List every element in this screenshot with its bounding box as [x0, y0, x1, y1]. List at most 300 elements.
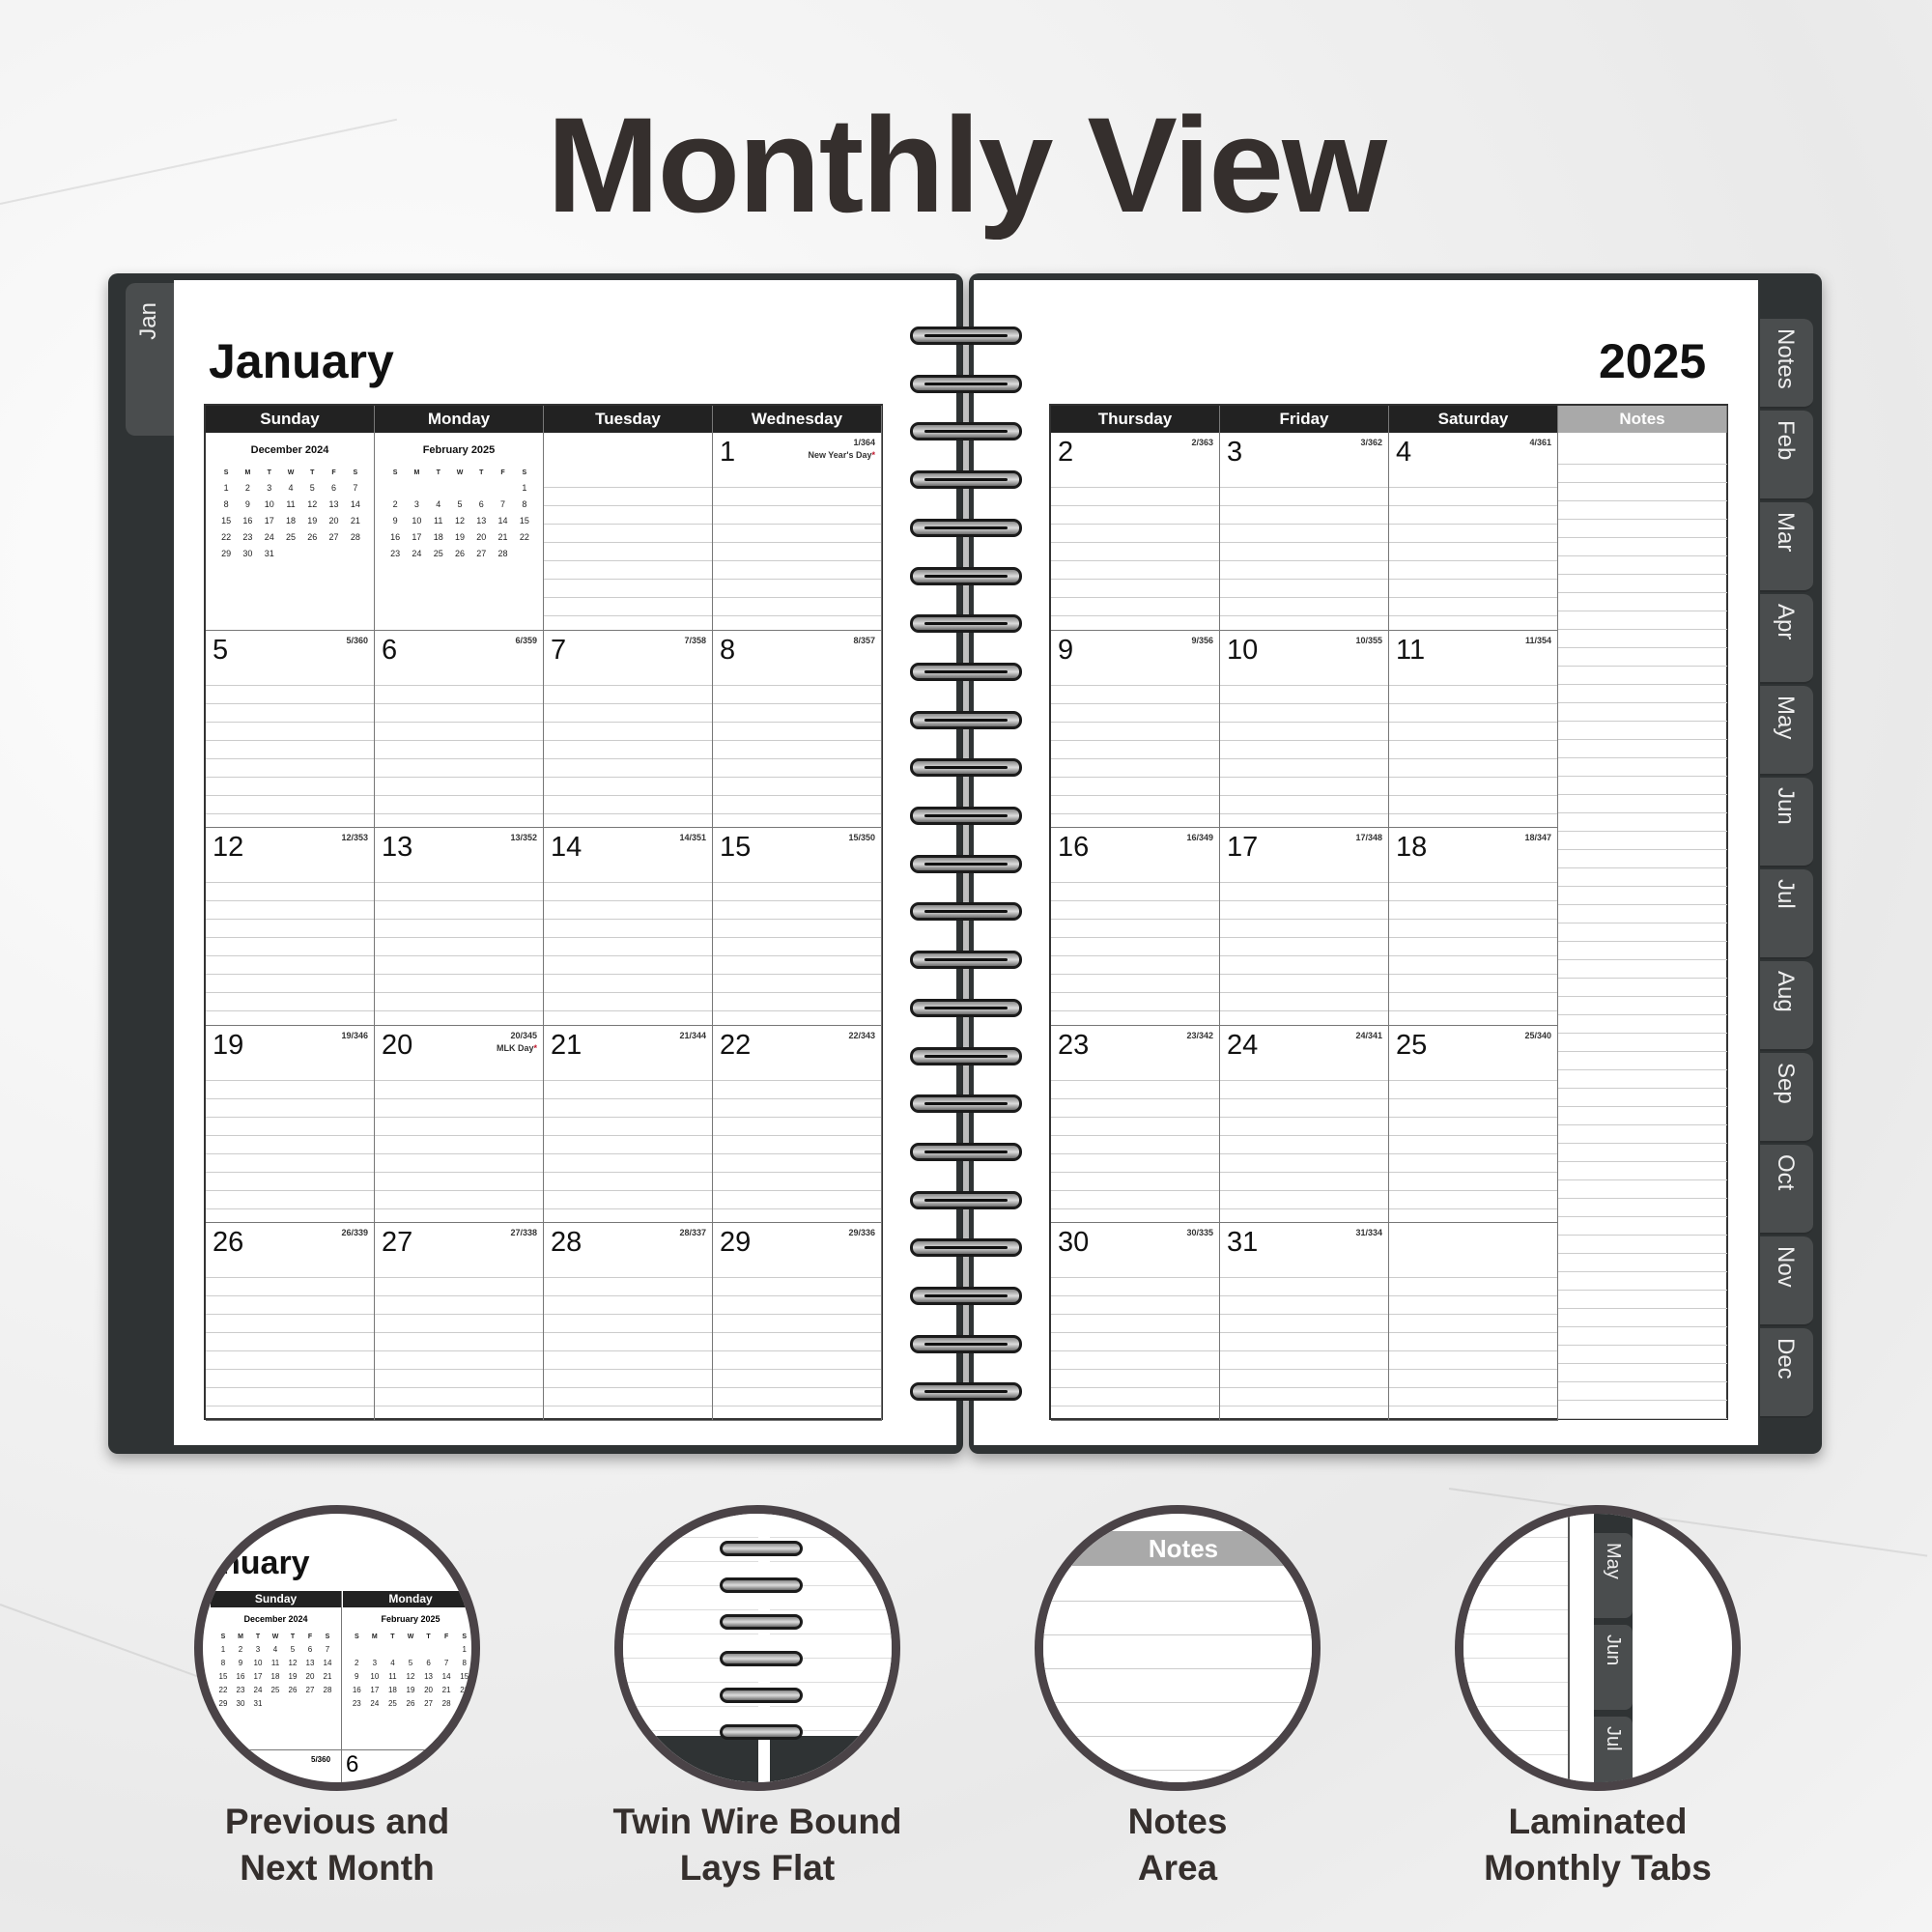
mini-day: 26	[454, 549, 465, 558]
mini-day: 22	[519, 532, 529, 542]
mini-day: 14	[323, 1659, 332, 1667]
tab-label: Jun	[1773, 787, 1799, 825]
holiday-label	[808, 450, 875, 460]
mini-day: 22	[460, 1686, 469, 1694]
mini-weekday: S	[223, 469, 229, 476]
notes-area[interactable]	[1558, 433, 1727, 1421]
zoom-day-header-monday: Monday	[343, 1591, 478, 1607]
wire-ring	[910, 1094, 1022, 1113]
mini-day: 3	[267, 483, 272, 493]
day-number: 1	[720, 437, 736, 468]
month-tab-jan[interactable]	[126, 283, 176, 436]
mini-weekday: T	[436, 469, 440, 476]
mini-day: 3	[413, 499, 419, 509]
mini-day	[284, 1699, 301, 1708]
mini-weekday: W	[271, 1634, 279, 1640]
mini-day: 21	[350, 516, 360, 526]
feature-circle-twin-wire	[614, 1505, 900, 1791]
tab-label: Aug	[1773, 971, 1799, 1012]
feature-label-twin-wire	[554, 1799, 960, 1891]
day-number: 5	[213, 634, 229, 666]
day-count: 29/336	[848, 1228, 875, 1237]
day-number: 7	[551, 634, 567, 666]
wire-ring	[910, 902, 1022, 921]
day-number: 3	[1227, 437, 1243, 468]
mini-day: 16	[242, 516, 253, 526]
mini-day: 24	[253, 1686, 263, 1694]
mini-day: 4	[436, 499, 441, 509]
month-tab-apr[interactable]	[1760, 594, 1813, 684]
wire-ring	[720, 1541, 803, 1556]
day-cell[interactable]	[544, 828, 713, 1026]
mini-day	[384, 483, 406, 493]
mini-day	[514, 549, 535, 558]
day-number: 23	[1058, 1029, 1090, 1061]
day-cell[interactable]	[375, 828, 544, 1026]
mini-day: 9	[392, 516, 398, 526]
mini-day: 22	[218, 1686, 228, 1694]
day-count: 8/357	[853, 635, 875, 645]
mini-calendar-grid	[384, 469, 535, 558]
tab-label: Dec	[1773, 1338, 1799, 1379]
mini-day: 2	[392, 499, 398, 509]
day-cell[interactable]	[1051, 828, 1220, 1026]
mini-day	[419, 1645, 438, 1654]
day-count: 1/364	[853, 438, 875, 447]
mini-day: 12	[406, 1672, 415, 1681]
day-number: 6	[382, 634, 398, 666]
mini-weekday: S	[392, 469, 398, 476]
day-cell[interactable]	[544, 433, 713, 631]
mini-day: 18	[387, 1686, 397, 1694]
mini-day: 14	[350, 499, 360, 509]
day-cell[interactable]	[375, 1223, 544, 1421]
mini-day: 30	[236, 1699, 245, 1708]
day-number: 19	[213, 1029, 244, 1061]
day-number: 15	[720, 832, 752, 863]
day-cell[interactable]	[1389, 828, 1558, 1026]
feature-circle-notes	[1035, 1505, 1321, 1791]
holiday-mark: *	[871, 450, 875, 460]
wire-ring	[910, 1191, 1022, 1209]
mini-day: 16	[236, 1672, 245, 1681]
day-number: 30	[1058, 1227, 1090, 1258]
mini-day: 6	[426, 1659, 431, 1667]
day-count: 19/346	[341, 1030, 368, 1040]
mini-day: 23	[242, 532, 253, 542]
wire-ring	[910, 999, 1022, 1017]
day-count: 14/351	[679, 833, 706, 842]
day-count: 11/354	[1524, 635, 1551, 645]
feature-label-prev-next-month	[134, 1799, 540, 1891]
tab-label: Jul	[1773, 879, 1799, 909]
day-cell[interactable]	[1389, 1223, 1558, 1421]
day-cell[interactable]	[375, 1026, 544, 1224]
mini-weekday: F	[331, 469, 336, 476]
feature-label-line: Twin Wire Bound	[612, 1802, 902, 1841]
mini-day: 28	[350, 532, 360, 542]
tab-label: May	[1773, 696, 1799, 740]
holiday-name: MLK Day	[496, 1042, 534, 1053]
day-header-thursday: Thursday	[1051, 406, 1220, 433]
mini-day: 10	[264, 499, 274, 509]
mini-day: 23	[236, 1686, 245, 1694]
mini-day	[348, 1645, 366, 1654]
zoom-note-lines	[1043, 1568, 1321, 1791]
day-count: 20/345	[510, 1030, 537, 1040]
zoom-notes-header: Notes	[1072, 1531, 1294, 1566]
day-cell[interactable]	[1220, 828, 1389, 1026]
tab-label: Feb	[1773, 420, 1799, 461]
day-cell[interactable]	[1389, 1026, 1558, 1224]
mini-day: 28	[497, 549, 508, 558]
zoom-divider	[203, 1749, 471, 1750]
feature-circle-prev-next-month	[194, 1505, 480, 1791]
mini-weekday: S	[522, 469, 527, 476]
mini-day: 15	[218, 1672, 228, 1681]
feature-label-line: Next Month	[240, 1848, 435, 1888]
zoom-mini-calendar	[348, 1634, 473, 1708]
mini-day: 10	[253, 1659, 263, 1667]
mini-weekday: T	[426, 1634, 431, 1640]
day-count: 5/360	[346, 635, 368, 645]
zoom-divider	[341, 1591, 342, 1784]
month-tab-aug[interactable]	[1760, 961, 1813, 1051]
month-tab-notes[interactable]	[1760, 319, 1813, 409]
day-cell[interactable]	[206, 1223, 375, 1421]
mini-day: 26	[307, 532, 318, 542]
mini-day: 29	[218, 1699, 228, 1708]
day-cell[interactable]	[1220, 1026, 1389, 1224]
day-count: 6/359	[515, 635, 537, 645]
mini-day: 11	[270, 1659, 280, 1667]
month-tab-nov[interactable]	[1760, 1236, 1813, 1326]
day-cell[interactable]	[1051, 1026, 1220, 1224]
mini-day: 1	[522, 483, 527, 493]
mini-day: 18	[433, 532, 443, 542]
mini-day: 11	[434, 516, 443, 526]
mini-weekday: T	[479, 469, 484, 476]
day-number: 18	[1396, 832, 1428, 863]
mini-weekday: M	[413, 469, 420, 476]
mini-day: 19	[288, 1672, 298, 1681]
day-cell[interactable]	[544, 1223, 713, 1421]
mini-calendar-title: December 2024	[250, 444, 329, 456]
tab-label: Jan	[135, 302, 161, 340]
wire-ring	[910, 422, 1022, 440]
day-cell[interactable]	[713, 433, 882, 631]
mini-day: 17	[253, 1672, 263, 1681]
mini-day: 1	[223, 483, 229, 493]
tab-label: Oct	[1773, 1154, 1799, 1191]
mini-weekday: T	[310, 469, 315, 476]
mini-day	[402, 1645, 420, 1654]
day-number: 25	[1396, 1029, 1428, 1061]
zoom-day-header-sunday: Sunday	[211, 1591, 341, 1607]
mini-day: 22	[221, 532, 232, 542]
mini-day	[323, 549, 344, 558]
tab-label: Jun	[1603, 1634, 1624, 1666]
mini-day: 21	[323, 1672, 332, 1681]
wire-ring	[910, 758, 1022, 777]
day-number: 21	[551, 1029, 582, 1061]
wire-ring	[910, 1335, 1022, 1353]
mini-day: 19	[307, 516, 318, 526]
mini-calendar-title: February 2025	[422, 444, 496, 456]
mini-day: 7	[443, 1659, 449, 1667]
day-cell[interactable]	[713, 828, 882, 1026]
mini-day: 11	[286, 499, 296, 509]
month-tab-dec[interactable]	[1760, 1328, 1813, 1418]
mini-day: 3	[372, 1659, 378, 1667]
day-cell[interactable]	[1389, 433, 1558, 631]
mini-weekday: M	[371, 1634, 378, 1640]
mini-day	[301, 1699, 319, 1708]
wire-ring	[910, 1287, 1022, 1305]
notes-header: Notes	[1558, 406, 1727, 433]
mini-day: 1	[220, 1645, 226, 1654]
mini-day: 24	[412, 549, 422, 558]
mini-day: 10	[412, 516, 422, 526]
mini-day: 5	[408, 1659, 413, 1667]
mini-day: 20	[424, 1686, 434, 1694]
mini-day	[438, 1645, 456, 1654]
wire-ring	[910, 1143, 1022, 1161]
day-count: 24/341	[1355, 1030, 1382, 1040]
mini-day: 1	[462, 1645, 467, 1654]
zoom-day-count: 5/360	[311, 1755, 331, 1764]
mini-day: 5	[309, 483, 315, 493]
zoom-tab-may	[1594, 1533, 1633, 1618]
feature-label-notes	[975, 1799, 1380, 1891]
calendar-grid-right	[1049, 404, 1728, 1420]
mini-day: 30	[242, 549, 253, 558]
day-number: 29	[720, 1227, 752, 1258]
wire-ring	[910, 1382, 1022, 1401]
day-count: 30/335	[1186, 1228, 1213, 1237]
day-number: 14	[551, 832, 582, 863]
day-cell[interactable]	[1389, 631, 1558, 829]
mini-day: 9	[238, 1659, 243, 1667]
mini-day: 18	[270, 1672, 280, 1681]
mini-day	[384, 1645, 402, 1654]
day-cell[interactable]	[544, 631, 713, 829]
day-number: 9	[1058, 634, 1074, 666]
month-tab-jul[interactable]	[1760, 869, 1813, 959]
mini-day: 18	[285, 516, 296, 526]
mini-day: 27	[476, 549, 487, 558]
year-title: 2025	[1599, 334, 1707, 388]
day-cell[interactable]	[206, 828, 375, 1026]
day-cell[interactable]	[1220, 631, 1389, 829]
mini-weekday: S	[220, 1634, 226, 1640]
day-count: 7/358	[684, 635, 706, 645]
zoom-page-lines	[1463, 1514, 1568, 1791]
feature-label-line: Notes	[1127, 1802, 1228, 1841]
day-cell[interactable]	[375, 631, 544, 829]
day-number: 2	[1058, 437, 1074, 468]
wire-ring	[910, 375, 1022, 393]
day-count: 26/339	[341, 1228, 368, 1237]
mini-day: 16	[390, 532, 401, 542]
tab-label: Apr	[1773, 604, 1799, 640]
mini-day: 12	[307, 499, 318, 509]
holiday-mark: *	[533, 1042, 537, 1053]
mini-day: 26	[288, 1686, 298, 1694]
mini-calendar-grid	[215, 469, 366, 558]
mini-weekday: T	[290, 1634, 296, 1640]
mini-day: 2	[244, 483, 250, 493]
feature-label-line: Monthly Tabs	[1484, 1848, 1712, 1888]
mini-day	[366, 1645, 384, 1654]
mini-day: 25	[270, 1686, 280, 1694]
day-count: 16/349	[1186, 833, 1213, 842]
mini-day: 5	[290, 1645, 296, 1654]
mini-day: 20	[476, 532, 487, 542]
mini-day: 23	[352, 1699, 361, 1708]
wire-ring	[720, 1688, 803, 1703]
day-header-friday: Friday	[1220, 406, 1389, 433]
mini-weekday: F	[443, 1634, 449, 1640]
mini-day: 7	[500, 499, 506, 509]
day-count: 13/352	[510, 833, 537, 842]
mini-weekday: F	[307, 1634, 313, 1640]
mini-day: 21	[497, 532, 508, 542]
mini-day: 8	[522, 499, 527, 509]
mini-day: 28	[441, 1699, 451, 1708]
month-tab-sep[interactable]	[1760, 1053, 1813, 1143]
zoom-day-number: 6	[346, 1751, 359, 1777]
day-count: 9/356	[1191, 635, 1213, 645]
mini-day	[455, 1699, 473, 1708]
mini-day: 13	[305, 1659, 315, 1667]
day-count: 10/355	[1355, 635, 1382, 645]
day-count: 2/363	[1191, 438, 1213, 447]
mini-day	[345, 549, 366, 558]
day-count: 3/362	[1360, 438, 1382, 447]
holiday-name: New Year's Day	[808, 450, 872, 460]
mini-calendar-cell[interactable]	[375, 433, 544, 631]
mini-weekday: W	[456, 469, 464, 476]
day-number: 17	[1227, 832, 1259, 863]
month-title: January	[209, 334, 394, 388]
day-count: 25/340	[1524, 1030, 1551, 1040]
feature-label-line: Previous and	[224, 1802, 450, 1841]
mini-day: 25	[285, 532, 296, 542]
month-tab-feb[interactable]	[1760, 411, 1813, 500]
wire-ring	[910, 663, 1022, 681]
mini-day	[492, 483, 513, 493]
mini-day: 25	[433, 549, 443, 558]
wire-ring	[910, 519, 1022, 537]
mini-day: 17	[370, 1686, 380, 1694]
mini-day: 28	[323, 1686, 332, 1694]
mini-calendar-cell[interactable]	[206, 433, 375, 631]
mini-weekday: M	[244, 469, 251, 476]
mini-day: 15	[519, 516, 529, 526]
month-tab-mar[interactable]	[1760, 502, 1813, 592]
mini-day: 9	[355, 1672, 359, 1681]
mini-day: 15	[221, 516, 232, 526]
feature-label-line: Area	[1137, 1848, 1218, 1888]
mini-day: 6	[331, 483, 337, 493]
day-cell[interactable]	[1220, 433, 1389, 631]
day-number: 24	[1227, 1029, 1259, 1061]
day-count: 15/350	[848, 833, 875, 842]
day-count: 4/361	[1529, 438, 1551, 447]
day-cell[interactable]	[206, 631, 375, 829]
month-tab-may[interactable]	[1760, 686, 1813, 776]
wire-ring	[910, 855, 1022, 873]
day-cell[interactable]	[1051, 433, 1220, 631]
wire-ring	[910, 951, 1022, 969]
mini-day: 13	[424, 1672, 434, 1681]
wire-ring	[910, 614, 1022, 633]
mini-day: 13	[328, 499, 339, 509]
day-number: 11	[1396, 634, 1426, 666]
month-tab-jun[interactable]	[1760, 778, 1813, 867]
mini-weekday: T	[255, 1634, 261, 1640]
day-number: 13	[382, 832, 413, 863]
mini-day: 14	[441, 1672, 451, 1681]
tab-label: Sep	[1773, 1063, 1799, 1104]
day-cell[interactable]	[1051, 1223, 1220, 1421]
day-number: 4	[1396, 437, 1412, 468]
mini-day: 4	[288, 483, 294, 493]
wire-ring	[910, 711, 1022, 729]
mini-day: 12	[454, 516, 465, 526]
wire-ring	[910, 1047, 1022, 1065]
mini-day: 24	[370, 1699, 380, 1708]
day-cell[interactable]	[1051, 631, 1220, 829]
mini-day: 31	[264, 549, 274, 558]
mini-day: 5	[457, 499, 463, 509]
day-cell[interactable]	[713, 1223, 882, 1421]
day-cell[interactable]	[713, 631, 882, 829]
page-title: Monthly View	[547, 89, 1385, 241]
mini-day: 2	[238, 1645, 243, 1654]
mini-day: 27	[328, 532, 339, 542]
day-count: 28/337	[679, 1228, 706, 1237]
wire-ring	[720, 1651, 803, 1666]
month-tab-oct[interactable]	[1760, 1145, 1813, 1235]
day-number: 20	[382, 1029, 413, 1061]
day-count: 17/348	[1355, 833, 1382, 842]
tab-label: Jul	[1603, 1726, 1624, 1751]
day-number: 28	[551, 1227, 582, 1258]
feature-label-line: Lays Flat	[679, 1848, 836, 1888]
mini-day: 9	[244, 499, 250, 509]
mini-weekday: S	[354, 1634, 359, 1640]
mini-weekday: S	[462, 1634, 468, 1640]
mini-day: 21	[441, 1686, 451, 1694]
mini-day: 7	[325, 1645, 330, 1654]
mini-day: 6	[307, 1645, 313, 1654]
day-cell[interactable]	[544, 1026, 713, 1224]
day-cell[interactable]	[206, 1026, 375, 1224]
day-number: 22	[720, 1029, 752, 1061]
day-header-monday: Monday	[375, 406, 544, 433]
mini-day: 27	[424, 1699, 434, 1708]
day-cell[interactable]	[1220, 1223, 1389, 1421]
day-cell[interactable]	[713, 1026, 882, 1224]
mini-day: 4	[272, 1645, 278, 1654]
mini-day: 13	[476, 516, 487, 526]
mini-weekday: W	[287, 469, 295, 476]
wire-ring	[720, 1577, 803, 1593]
mini-day: 17	[264, 516, 274, 526]
mini-day: 15	[460, 1672, 469, 1681]
